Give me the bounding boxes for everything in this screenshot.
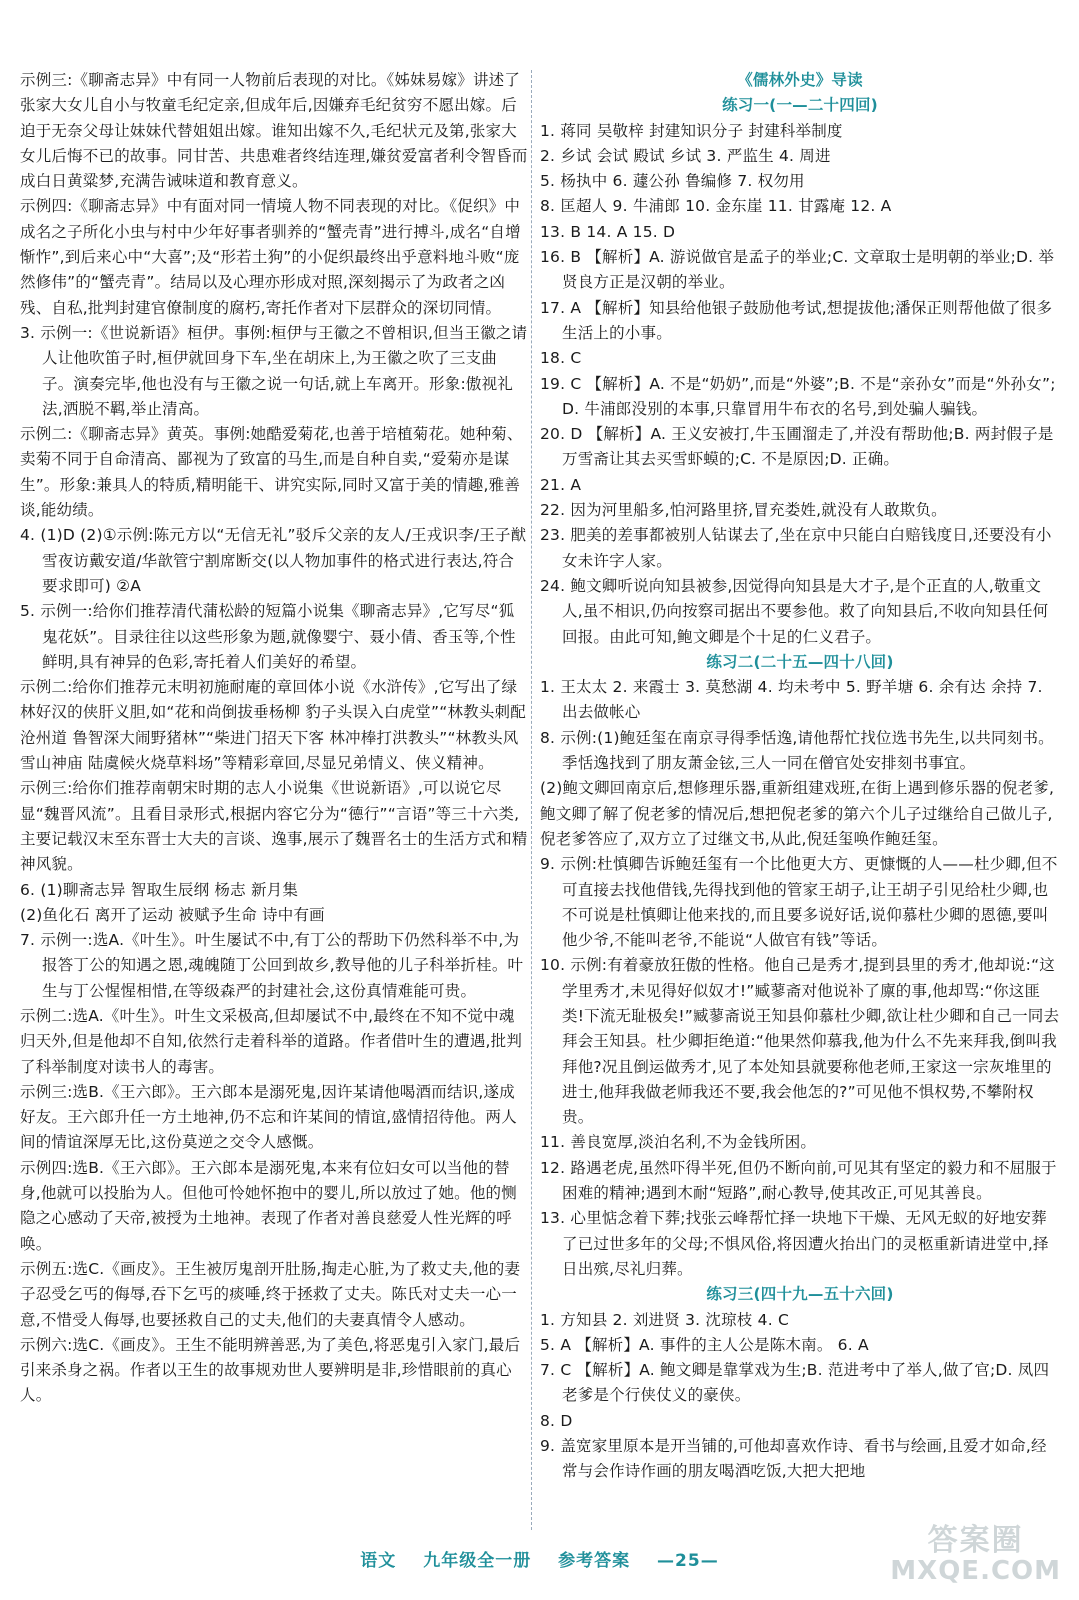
answer-paragraph: 3. 示例一:《世说新语》桓伊。事例:桓伊与王徽之不曾相识,但当王徽之请人让他吹笛子时,桓伊就回身下车,坐在胡床上,为王徽之吹了三支曲子。演奏完毕,他也没有与王徽之说一句话,就上车离开。形象:傲视礼法,洒脱不羁,举止清高。	[20, 323, 528, 418]
answer-paragraph: 7. 示例一:选A.《叶生》。叶生屡试不中,有丁公的帮助下仍然科举不中,为报答丁公的知遇之恩,魂魄随丁公回到故乡,教导他的儿子科举折桂。叶生与丁公惺惺相惜,在等级森严的封建社会,这份真情难能可贵。	[20, 931, 524, 1000]
answer-paragraph: 6. (1)聊斋志异 智取生辰纲 杨志 新月集	[20, 880, 299, 899]
answer-paragraph: 19. C 【解析】A. 不是“奶奶”,而是“外婆”;B. 不是“亲孙女”而是“外孙女”;D. 牛浦郎没别的本事,只靠冒用牛布衣的名号,到处骗人骗钱。	[540, 374, 1056, 418]
answer-paragraph: 4. (1)D (2)①示例:陈元方以“无信无礼”驳斥父亲的友人/王戎识李/王子猷雪夜访戴安道/华歆管宁割席断交(以人物加事件的格式进行表达,符合要求即可) ②A	[20, 526, 527, 595]
footer-grade: 九年级全一册	[423, 1551, 532, 1571]
section-heading: 练习一(一—二十四回)	[722, 96, 878, 115]
answer-paragraph: 13. 心里惦念着下葬;找张云峰帮忙择一块地下干燥、无风无蚁的好地安葬了已过世多年的父母;不惧风俗,将因遭火抬出门的灵柩重新请进堂中,择日出殡,尽礼归葬。	[540, 1209, 1049, 1278]
answer-paragraph: 9. 盖宽家里原本是开当铺的,可他却喜欢作诗、看书与绘画,且爱才如命,经常与会作诗作画的朋友喝酒吃饭,大把大把地	[540, 1437, 1047, 1481]
answer-paragraph: 21. A	[540, 475, 582, 494]
answer-paragraph: (2)鲍文卿回南京后,想修理乐器,重新组建戏班,在街上遇到修乐器的倪老爹,鲍文卿了解了倪老爹的情况后,想把倪老爹的第六个儿子过继给自己做儿子,倪老爹答应了,双方立了过继文书,从此,倪廷玺唤作鲍廷玺。	[540, 779, 1055, 848]
answer-paragraph: 23. 肥美的差事都被别人钻谋去了,坐在京中只能白白赔钱度日,还要没有小女未许字人家。	[540, 526, 1052, 570]
answer-paragraph: 5. 示例一:给你们推荐清代蒲松龄的短篇小说集《聊斋志异》,它写尽“狐鬼花妖”。目录往往以这些形象为题,就像婴宁、聂小倩、香玉等,个性鲜明,具有神异的色彩,寄托着人们美好的希望。	[20, 602, 516, 671]
footer-page-number: —25—	[657, 1551, 719, 1571]
answer-paragraph: 示例三:选B.《王六郎》。王六郎本是溺死鬼,因许某请他喝酒而结识,遂成好友。王六郎升任一方土地神,仍不忘和许某间的情谊,盛情招待他。两人间的情谊深厚无比,这份莫逆之交令人感慨。	[20, 1082, 517, 1152]
answer-paragraph: 10. 示例:有着豪放狂傲的性格。他自己是秀才,提到县里的秀才,他却说:“这学里秀才,未见得好似奴才!”臧蓼斋对他说补了廪的事,他却骂:“你这匪类!下流无耻极矣!”臧蓼斋说王知县仰慕杜少卿,欲让杜少卿和自己一同去拜会王知县。杜少卿拒绝道:“他果然仰慕我,他为什么不先来拜我,倒叫我拜他?况且倒运做秀才,见了本处知县就要称他老师,王家这一宗灰堆里的进士,他拜我做老师我还不要,我会他怎的?”可见他不惧权势,不攀附权贵。	[540, 956, 1060, 1127]
answer-paragraph: 示例四:《聊斋志异》中有面对同一情境人物不同表现的对比。《促织》中成名之子所化小虫与村中少年好事者驯养的“蟹壳青”进行搏斗,成名“自增惭怍”,到后来心中“大喜”;及“形若土狗”的小促织最终出乎意料地斗败“庞然修伟”的“蟹壳青”。结局以及心理亦形成对照,深刻揭示了为政者之凶残、自私,批判封建官僚制度的腐朽,寄托作者对下层群众的深切同情。	[20, 197, 521, 317]
answer-paragraph: 20. D 【解析】A. 王义安被打,牛玉圃溜走了,并没有帮助他;B. 两封假子是万雪斋让其去买雪虾蟆的;C. 不是原因;D. 正确。	[540, 425, 1054, 469]
answer-paragraph: 1. 王太太 2. 来霞士 3. 莫愁湖 4. 均未考中 5. 野羊塘 6. 余有达 余持 7. 出去做帐心	[540, 678, 1043, 722]
answer-paragraph: 示例二:《聊斋志异》黄英。事例:她酷爱菊花,也善于培植菊花。她种菊、卖菊不同于自命清高、鄙视为了致富的马生,而是自种自卖,“爱菊亦是谋生”。形象:兼具人的特质,精明能干、讲究实际,同时又富于美的情趣,雅善谈,能幼绩。	[20, 425, 523, 520]
answer-paragraph: 2. 乡试 会试 殿试 乡试 3. 严监生 4. 周进	[540, 146, 831, 165]
answer-paragraph: 示例二:选A.《叶生》。叶生文采极高,但却屡试不中,最终在不知不觉中魂归天外,但是他却不自知,依然行走着科举的道路。作者借叶生的遭遇,批判了科举制度对读书人的毒害。	[20, 1006, 523, 1076]
column-divider	[531, 70, 532, 1530]
answer-paragraph: 13. B 14. A 15. D	[540, 222, 676, 241]
answer-paragraph: 12. 路遇老虎,虽然吓得半死,但仍不断向前,可见其有坚定的毅力和不屈服于困难的精神;遇到木耐“短路”,耐心教导,使其改正,可见其善良。	[540, 1158, 1057, 1203]
answer-paragraph: 8. 匡超人 9. 牛浦郎 10. 金东崖 11. 甘露庵 12. A	[540, 197, 892, 216]
section-heading: 练习三(四十九—五十六回)	[706, 1285, 894, 1304]
answer-paragraph: 示例六:选C.《画皮》。王生不能明辨善恶,为了美色,将恶鬼引入家门,最后引来杀身之祸。作者以王生的故事规劝世人要辨明是非,珍惜眼前的真心人。	[20, 1335, 521, 1405]
answer-paragraph: 9. 示例:杜慎卿告诉鲍廷玺有一个比他更大方、更慷慨的人——杜少卿,但不可直接去找他借钱,先得找到他的管家王胡子,让王胡子引见给杜少卿,也不可说是杜慎卿让他来找的,而且要多说好话,说仰慕杜少卿的恩德,要叫他少爷,不能叫老爷,不能说“人做官有钱”等话。	[540, 855, 1058, 950]
answer-paragraph: 示例四:选B.《王六郎》。王六郎本是溺死鬼,本来有位妇女可以当他的替身,他就可以投胎为人。但他可怜她怀抱中的婴儿,所以放过了她。他的恻隐之心感动了天帝,被授为土地神。表现了作者对善良慈爱人性光辉的呼唤。	[20, 1158, 517, 1253]
answer-paragraph: 17. A 【解析】知县给他银子鼓励他考试,想提拔他;潘保正则帮他做了很多生活上的小事。	[540, 298, 1053, 342]
answer-paragraph: 示例三:给你们推荐南朝宋时期的志人小说集《世说新语》,可以说它尽显“魏晋风流”。且看目录形式,根据内容它分为“德行”“言语”等三十六类,主要记载汉末至东晋士大夫的言谈、逸事,展示了魏晋名士的生活方式和精神风貌。	[20, 779, 528, 874]
answer-paragraph: 1. 方知县 2. 刘进贤 3. 沈琼枝 4. C	[540, 1310, 789, 1329]
site-watermark	[890, 1524, 1061, 1586]
answer-paragraph: 22. 因为河里船多,怕河路里挤,冒充娄姓,就没有人敢欺负。	[540, 501, 947, 520]
footer-label: 参考答案	[558, 1551, 631, 1571]
answer-paragraph: 5. 杨执中 6. 蘧公孙 鲁编修 7. 权勿用	[540, 172, 805, 191]
answer-paragraph: 示例五:选C.《画皮》。王生被厉鬼剖开肚肠,掏走心脏,为了救丈夫,他的妻子忍受乞丐的侮辱,吞下乞丐的痰唾,终于拯救了丈夫。陈氏对丈夫一心一意,不惜受人侮辱,也要拯救自己的丈夫,他们的夫妻真情令人感动。	[20, 1259, 521, 1329]
watermark-url: MXQE.COM	[890, 1556, 1061, 1587]
section-heading: 《儒林外史》导读	[737, 71, 863, 89]
answer-paragraph: 示例二:给你们推荐元末明初施耐庵的章回体小说《水浒传》,它写出了绿林好汉的侠肝义胆,如“花和尚倒拔垂杨柳 豹子头误入白虎堂”“林教头刺配沧州道 鲁智深大闹野猪林”“柴进门招天下客 林冲棒打洪教头”“林教头风雪山神庙 陆虞候火烧草料场”等精彩章回,尽显兄弟情义、侠义精神。	[20, 678, 526, 773]
answer-paragraph: 24. 鲍文卿听说向知县被参,因觉得向知县是大才子,是个正直的人,敬重文人,虽不相识,仍向按察司据出不要参他。救了向知县后,不收向知县任何回报。由此可知,鲍文卿是个十足的仁义君子。	[540, 576, 1049, 646]
footer-subject: 语文	[360, 1551, 397, 1571]
answer-paragraph: 11. 善良宽厚,淡泊名利,不为金钱所困。	[540, 1133, 817, 1152]
answer-paragraph: (2)鱼化石 离开了运动 被赋予生命 诗中有画	[20, 905, 325, 924]
answer-paragraph: 8. D	[540, 1411, 573, 1430]
section-heading: 练习二(二十五—四十八回)	[706, 652, 894, 671]
watermark-logo-text: 答案圈	[927, 1523, 1024, 1559]
answer-paragraph: 16. B 【解析】A. 游说做官是孟子的举业;C. 文章取士是明朝的举业;D. 举贤良方正是汉朝的举业。	[540, 248, 1055, 292]
right-column	[540, 68, 1060, 1485]
answer-paragraph: 7. C 【解析】A. 鲍文卿是靠掌戏为生;B. 范进考中了举人,做了官;D. 凤四老爹是个行侠仗义的豪侠。	[540, 1361, 1050, 1405]
answer-paragraph: 1. 蒋同 吴敬梓 封建知识分子 封建科举制度	[540, 121, 843, 140]
answer-paragraph: 示例三:《聊斋志异》中有同一人物前后表现的对比。《姊妹易嫁》讲述了张家大女儿自小与牧童毛纪定亲,但成年后,因嫌弃毛纪贫穷不愿出嫁。后迫于无奈父母让妹妹代替姐姐出嫁。谁知出嫁不久,毛纪状元及第,张家大女儿后悔不已的故事。同甘苦、共患难者终结连理,嫌贫爱富者利令智昏而成白日黄粱梦,充满告诫味道和教育意义。	[20, 71, 528, 191]
left-column	[20, 68, 528, 1409]
answer-paragraph: 18. C	[540, 349, 582, 368]
answer-paragraph: 8. 示例:(1)鲍廷玺在南京寻得季恬逸,请他帮忙找位选书先生,以共同刻书。季恬逸找到了朋友萧金铉,三人一同在僧官处安排刻书事宜。	[540, 728, 1054, 773]
answer-paragraph: 5. A 【解析】A. 事件的主人公是陈木南。 6. A	[540, 1335, 869, 1354]
